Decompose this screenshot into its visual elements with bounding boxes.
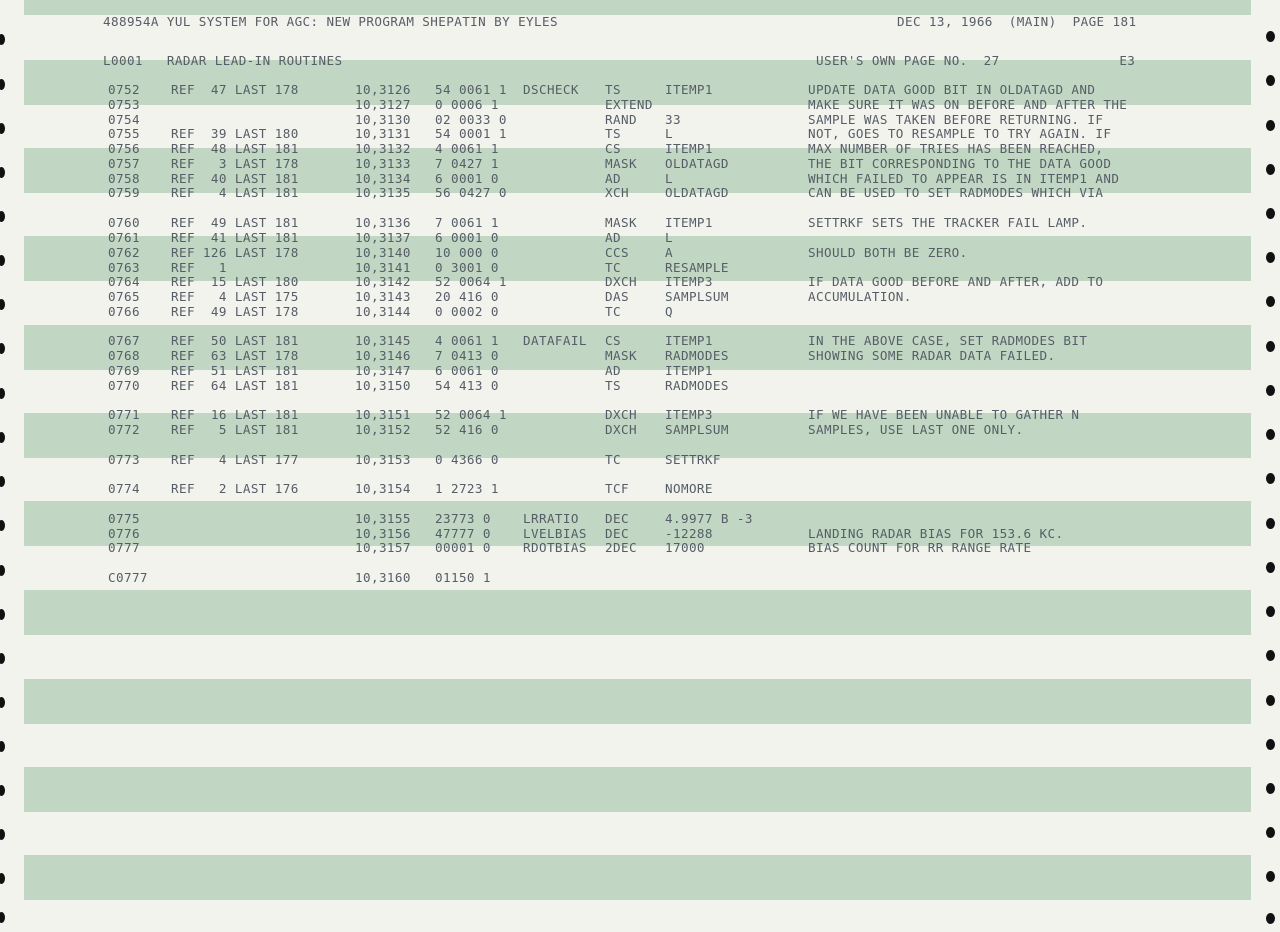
- memory-address: 10,3152: [355, 422, 411, 437]
- feed-hole-icon: [1266, 606, 1275, 617]
- memory-address: 10,3155: [355, 511, 411, 526]
- line-number: 0768: [108, 348, 140, 363]
- opcode: MASK: [605, 156, 637, 171]
- opcode: RAND: [605, 112, 637, 127]
- feed-hole-icon: [0, 785, 5, 796]
- machine-code: 4 0061 1: [435, 141, 499, 156]
- machine-code: 10 000 0: [435, 245, 499, 260]
- memory-address: 10,3151: [355, 407, 411, 422]
- machine-code: 52 416 0: [435, 422, 499, 437]
- opcode: 2DEC: [605, 540, 637, 555]
- line-number: 0766: [108, 304, 140, 319]
- feed-hole-icon: [1266, 739, 1275, 750]
- memory-address: 10,3150: [355, 378, 411, 393]
- memory-address: 10,3131: [355, 126, 411, 141]
- comment: SHOWING SOME RADAR DATA FAILED.: [808, 348, 1056, 363]
- operand: ITEMP1: [665, 363, 713, 378]
- opcode: XCH: [605, 185, 629, 200]
- listing-row: [0, 83, 1280, 98]
- memory-address: 10,3134: [355, 171, 411, 186]
- opcode: TS: [605, 126, 621, 141]
- line-number: 0773: [108, 452, 140, 467]
- feed-hole-icon: [1266, 695, 1275, 706]
- comment: SAMPLE WAS TAKEN BEFORE RETURNING. IF: [808, 112, 1104, 127]
- line-number: 0775: [108, 511, 140, 526]
- line-number: 0765: [108, 289, 140, 304]
- cross-reference: REF 2 LAST 176: [171, 481, 299, 496]
- listing-row: [0, 423, 1280, 438]
- comment: THE BIT CORRESPONDING TO THE DATA GOOD: [808, 156, 1112, 171]
- opcode: DEC: [605, 526, 629, 541]
- memory-address: 10,3141: [355, 260, 411, 275]
- line-number: 0754: [108, 112, 140, 127]
- line-number: 0760: [108, 215, 140, 230]
- operand: 33: [665, 112, 681, 127]
- line-number: 0774: [108, 481, 140, 496]
- listing-row: [0, 216, 1280, 231]
- machine-code: 1 2723 1: [435, 481, 499, 496]
- comment: IF WE HAVE BEEN UNABLE TO GATHER N: [808, 407, 1080, 422]
- listing-row: [0, 541, 1280, 556]
- opcode: TS: [605, 82, 621, 97]
- operand: OLDATAGD: [665, 156, 729, 171]
- memory-address: 10,3132: [355, 141, 411, 156]
- memory-address: 10,3126: [355, 82, 411, 97]
- listing-row: [0, 527, 1280, 542]
- line-number: 0761: [108, 230, 140, 245]
- greenbar-band: [24, 679, 1251, 724]
- operand: SAMPLSUM: [665, 289, 729, 304]
- listing-row: [0, 305, 1280, 320]
- cross-reference: REF 40 LAST 181: [171, 171, 299, 186]
- operand: Q: [665, 304, 673, 319]
- memory-address: 10,3142: [355, 274, 411, 289]
- listing-header-title: 488954A YUL SYSTEM FOR AGC: NEW PROGRAM SHEPATIN BY EYLES: [103, 14, 558, 29]
- opcode: CS: [605, 141, 621, 156]
- memory-address: 10,3153: [355, 452, 411, 467]
- greenbar-band: [24, 855, 1251, 900]
- cross-reference: REF 50 LAST 181: [171, 333, 299, 348]
- line-number: 0769: [108, 363, 140, 378]
- operand: L: [665, 230, 673, 245]
- line-number: 0752: [108, 82, 140, 97]
- opcode: DXCH: [605, 274, 637, 289]
- machine-code: 52 0064 1: [435, 407, 507, 422]
- opcode: AD: [605, 230, 621, 245]
- opcode: CS: [605, 333, 621, 348]
- cross-reference: REF 49 LAST 181: [171, 215, 299, 230]
- line-number: 0771: [108, 407, 140, 422]
- comment: SAMPLES, USE LAST ONE ONLY.: [808, 422, 1024, 437]
- opcode: TC: [605, 452, 621, 467]
- memory-address: 10,3146: [355, 348, 411, 363]
- feed-hole-icon: [1266, 871, 1275, 882]
- opcode: DXCH: [605, 422, 637, 437]
- line-number: 0758: [108, 171, 140, 186]
- opcode: TC: [605, 260, 621, 275]
- listing-row: [0, 453, 1280, 468]
- cross-reference: REF 126 LAST 178: [171, 245, 299, 260]
- listing-row: [0, 482, 1280, 497]
- comment: NOT, GOES TO RESAMPLE TO TRY AGAIN. IF: [808, 126, 1112, 141]
- comment: WHICH FAILED TO APPEAR IS IN ITEMP1 AND: [808, 171, 1120, 186]
- operand: ITEMP1: [665, 141, 713, 156]
- memory-address: 10,3147: [355, 363, 411, 378]
- cross-reference: REF 48 LAST 181: [171, 141, 299, 156]
- symbol-label: RDOTBIAS: [523, 540, 587, 555]
- comment: CAN BE USED TO SET RADMODES WHICH VIA: [808, 185, 1104, 200]
- comment: IF DATA GOOD BEFORE AND AFTER, ADD TO: [808, 274, 1104, 289]
- memory-address: 10,3160: [355, 570, 411, 585]
- operand: A: [665, 245, 673, 260]
- cross-reference: REF 1: [171, 260, 227, 275]
- opcode: TCF: [605, 481, 629, 496]
- symbol-label: DATAFAIL: [523, 333, 587, 348]
- machine-code: 54 0001 1: [435, 126, 507, 141]
- memory-address: 10,3133: [355, 156, 411, 171]
- operand: 17000: [665, 540, 705, 555]
- symbol-label: DSCHECK: [523, 82, 579, 97]
- comment: LANDING RADAR BIAS FOR 153.6 KC.: [808, 526, 1064, 541]
- memory-address: 10,3144: [355, 304, 411, 319]
- comment: SHOULD BOTH BE ZERO.: [808, 245, 968, 260]
- listing-row: [0, 364, 1280, 379]
- machine-code: 54 0061 1: [435, 82, 507, 97]
- machine-code: 01150 1: [435, 570, 491, 585]
- memory-address: 10,3145: [355, 333, 411, 348]
- cross-reference: REF 49 LAST 178: [171, 304, 299, 319]
- machine-code: 54 413 0: [435, 378, 499, 393]
- line-number: 0763: [108, 260, 140, 275]
- listing-subheader-user-page: USER'S OWN PAGE NO. 27 E3: [816, 53, 1136, 68]
- opcode: DEC: [605, 511, 629, 526]
- cross-reference: REF 4 LAST 175: [171, 289, 299, 304]
- feed-hole-icon: [1266, 827, 1275, 838]
- listing-row: [0, 98, 1280, 113]
- machine-code: 20 416 0: [435, 289, 499, 304]
- memory-address: 10,3140: [355, 245, 411, 260]
- machine-code: 02 0033 0: [435, 112, 507, 127]
- feed-hole-icon: [0, 609, 5, 620]
- operand: OLDATAGD: [665, 185, 729, 200]
- machine-code: 7 0427 1: [435, 156, 499, 171]
- memory-address: 10,3157: [355, 540, 411, 555]
- machine-code: 0 3001 0: [435, 260, 499, 275]
- line-number: 0759: [108, 185, 140, 200]
- cross-reference: REF 15 LAST 180: [171, 274, 299, 289]
- opcode: TS: [605, 378, 621, 393]
- listing-subheader-routine: L0001 RADAR LEAD-IN ROUTINES: [103, 53, 343, 68]
- line-number: C0777: [108, 570, 148, 585]
- operand: RADMODES: [665, 378, 729, 393]
- line-number: 0755: [108, 126, 140, 141]
- opcode: AD: [605, 363, 621, 378]
- machine-code: 4 0061 1: [435, 333, 499, 348]
- greenbar-band: [24, 590, 1251, 635]
- opcode: EXTEND: [605, 97, 653, 112]
- opcode: MASK: [605, 215, 637, 230]
- cross-reference: REF 4 LAST 177: [171, 452, 299, 467]
- listing-row: [0, 408, 1280, 423]
- feed-hole-icon: [0, 912, 5, 923]
- operand: ITEMP1: [665, 215, 713, 230]
- line-number: 0777: [108, 540, 140, 555]
- comment: SETTRKF SETS THE TRACKER FAIL LAMP.: [808, 215, 1088, 230]
- feed-hole-icon: [1266, 913, 1275, 924]
- cross-reference: REF 51 LAST 181: [171, 363, 299, 378]
- operand: L: [665, 126, 673, 141]
- machine-code: 47777 0: [435, 526, 491, 541]
- operand: 4.9977 B -3: [665, 511, 753, 526]
- memory-address: 10,3154: [355, 481, 411, 496]
- machine-code: 56 0427 0: [435, 185, 507, 200]
- operand: L: [665, 171, 673, 186]
- line-number: 0756: [108, 141, 140, 156]
- comment: MAKE SURE IT WAS ON BEFORE AND AFTER THE: [808, 97, 1128, 112]
- machine-code: 7 0061 1: [435, 215, 499, 230]
- operand: SAMPLSUM: [665, 422, 729, 437]
- greenbar-band: [24, 0, 1251, 15]
- operand: SETTRKF: [665, 452, 721, 467]
- feed-hole-icon: [0, 873, 5, 884]
- feed-hole-icon: [1266, 783, 1275, 794]
- memory-address: 10,3143: [355, 289, 411, 304]
- memory-address: 10,3127: [355, 97, 411, 112]
- comment: ACCUMULATION.: [808, 289, 912, 304]
- line-number: 0767: [108, 333, 140, 348]
- machine-code: 0 0002 0: [435, 304, 499, 319]
- listing-row: [0, 142, 1280, 157]
- memory-address: 10,3156: [355, 526, 411, 541]
- memory-address: 10,3130: [355, 112, 411, 127]
- opcode: TC: [605, 304, 621, 319]
- cross-reference: REF 4 LAST 181: [171, 185, 299, 200]
- cross-reference: REF 5 LAST 181: [171, 422, 299, 437]
- operand: ITEMP3: [665, 274, 713, 289]
- operand: ITEMP1: [665, 333, 713, 348]
- machine-code: 00001 0: [435, 540, 491, 555]
- line-number: 0770: [108, 378, 140, 393]
- symbol-label: LRRATIO: [523, 511, 579, 526]
- memory-address: 10,3135: [355, 185, 411, 200]
- cross-reference: REF 41 LAST 181: [171, 230, 299, 245]
- machine-code: 6 0001 0: [435, 171, 499, 186]
- symbol-label: LVELBIAS: [523, 526, 587, 541]
- machine-code: 0 4366 0: [435, 452, 499, 467]
- feed-hole-icon: [0, 741, 5, 752]
- cross-reference: REF 39 LAST 180: [171, 126, 299, 141]
- machine-code: 0 0006 1: [435, 97, 499, 112]
- line-number: 0764: [108, 274, 140, 289]
- machine-code: 6 0061 0: [435, 363, 499, 378]
- greenbar-band: [24, 767, 1251, 812]
- machine-code: 7 0413 0: [435, 348, 499, 363]
- machine-code: 6 0001 0: [435, 230, 499, 245]
- operand: ITEMP1: [665, 82, 713, 97]
- feed-hole-icon: [0, 653, 5, 664]
- comment: BIAS COUNT FOR RR RANGE RATE: [808, 540, 1032, 555]
- listing-header-date-page: DEC 13, 1966 (MAIN) PAGE 181: [897, 14, 1137, 29]
- cross-reference: REF 64 LAST 181: [171, 378, 299, 393]
- operand: RADMODES: [665, 348, 729, 363]
- feed-hole-icon: [1266, 31, 1275, 42]
- line-number: 0772: [108, 422, 140, 437]
- listing-row: [0, 334, 1280, 349]
- opcode: CCS: [605, 245, 629, 260]
- line-number: 0757: [108, 156, 140, 171]
- memory-address: 10,3136: [355, 215, 411, 230]
- feed-hole-icon: [0, 697, 5, 708]
- listing-row: [0, 379, 1280, 394]
- opcode: DXCH: [605, 407, 637, 422]
- comment: IN THE ABOVE CASE, SET RADMODES BIT: [808, 333, 1088, 348]
- feed-hole-icon: [0, 34, 5, 45]
- cross-reference: REF 3 LAST 178: [171, 156, 299, 171]
- operand: ITEMP3: [665, 407, 713, 422]
- line-number: 0776: [108, 526, 140, 541]
- opcode: MASK: [605, 348, 637, 363]
- operand: RESAMPLE: [665, 260, 729, 275]
- listing-row: [0, 349, 1280, 364]
- line-number: 0753: [108, 97, 140, 112]
- feed-hole-icon: [1266, 650, 1275, 661]
- listing-row: [0, 246, 1280, 261]
- listing-row: [0, 127, 1280, 142]
- feed-hole-icon: [0, 829, 5, 840]
- listing-row: [0, 231, 1280, 246]
- line-number: 0762: [108, 245, 140, 260]
- listing-row: [0, 275, 1280, 290]
- cross-reference: REF 63 LAST 178: [171, 348, 299, 363]
- listing-row: [0, 290, 1280, 305]
- machine-code: 52 0064 1: [435, 274, 507, 289]
- cross-reference: REF 16 LAST 181: [171, 407, 299, 422]
- comment: MAX NUMBER OF TRIES HAS BEEN REACHED,: [808, 141, 1104, 156]
- operand: NOMORE: [665, 481, 713, 496]
- listing-row: [0, 512, 1280, 527]
- listing-row: [0, 571, 1280, 586]
- operand: -12288: [665, 526, 713, 541]
- listing-row: [0, 186, 1280, 201]
- machine-code: 23773 0: [435, 511, 491, 526]
- opcode: DAS: [605, 289, 629, 304]
- cross-reference: REF 47 LAST 178: [171, 82, 299, 97]
- listing-row: [0, 157, 1280, 172]
- memory-address: 10,3137: [355, 230, 411, 245]
- comment: UPDATE DATA GOOD BIT IN OLDATAGD AND: [808, 82, 1096, 97]
- opcode: AD: [605, 171, 621, 186]
